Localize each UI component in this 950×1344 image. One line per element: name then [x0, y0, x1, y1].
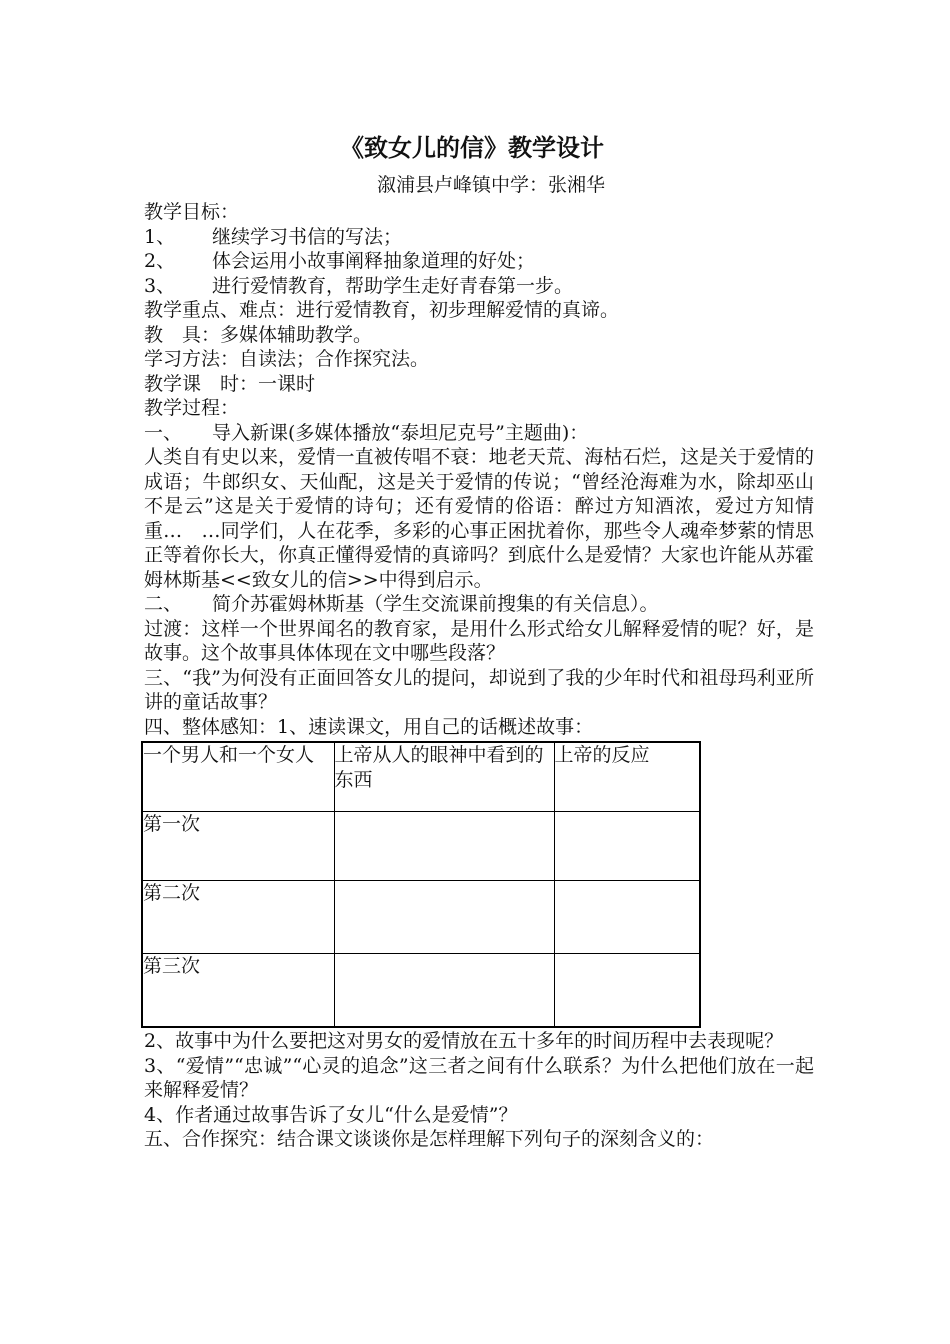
section-number: 二、	[144, 593, 183, 615]
table-cell	[554, 812, 700, 881]
story-table-wrapper	[141, 741, 699, 1028]
table-cell	[334, 881, 554, 954]
table-cell: 第三次	[142, 954, 334, 1028]
section-text: 导入新课(多媒体播放“泰坦尼克号”主题曲)：	[212, 421, 589, 444]
learning-methods: 学习方法：自读法；合作探究法。	[144, 348, 430, 370]
section-five: 五、合作探究：结合课文谈谈你是怎样理解下列句子的深刻含义的：	[144, 1128, 715, 1150]
objective-number: 1、	[144, 225, 176, 248]
key-points: 教学重点、难点：进行爱情教育，初步理解爱情的真谛。	[144, 299, 620, 321]
table-header-cell: 上帝从人的眼神中看到的东西	[334, 742, 554, 812]
table-row	[142, 954, 700, 1028]
objective-item	[144, 249, 814, 274]
table-cell	[554, 881, 700, 954]
objective-text: 继续学习书信的写法；	[212, 225, 403, 248]
table-row	[142, 881, 700, 954]
table-cell: 第二次	[142, 881, 334, 954]
document-title: 《致女儿的信》教学设计	[340, 134, 604, 162]
objective-number: 2、	[144, 250, 176, 272]
question-item: 2、故事中为什么要把这对男女的爱情放在五十多年的时间历程中去表现呢？	[144, 1030, 784, 1052]
table-header-row	[142, 742, 700, 812]
table-cell	[334, 812, 554, 881]
table-row	[142, 812, 700, 881]
section-one-heading	[144, 421, 814, 446]
story-summary-table	[141, 741, 701, 1028]
objective-text: 进行爱情教育，帮助学生走好青春第一步。	[212, 274, 574, 297]
teaching-tools: 教 具：多媒体辅助教学。	[144, 323, 373, 346]
section-four: 四、整体感知：1、速读课文，用自己的话概述故事：	[144, 715, 594, 738]
table-header-cell: 一个男人和一个女人	[142, 742, 334, 812]
table-cell	[334, 954, 554, 1028]
section-number: 一、	[144, 421, 183, 444]
section-two-heading	[144, 592, 814, 617]
objective-item	[144, 274, 814, 299]
section-three: 三、“我”为何没有正面回答女儿的提问，却说到了我的少年时代和祖母玛利亚所讲的童话故事？	[144, 666, 814, 713]
author-line: 溆浦县卢峰镇中学：张湘华	[376, 174, 605, 196]
document-page	[144, 128, 814, 1152]
table-cell: 第一次	[142, 812, 334, 881]
objective-number: 3、	[144, 274, 176, 297]
objective-text: 体会运用小故事阐释抽象道理的好处；	[212, 250, 536, 272]
process-heading: 教学过程：	[144, 397, 240, 419]
table-cell	[554, 954, 700, 1028]
section-one-body: 人类自有史以来，爱情一直被传唱不衰：地老天荒、海枯石烂，这是关于爱情的成语；牛郎织女、天仙配，这是关于爱情的传说；“曾经沧海难为水，除却巫山不是云”这是关于爱情的诗句；还有爱情的俗语：醉过方知酒浓，爱过方知情重… …同学们，人在花季，多彩的心事正困扰着你，那些令人魂牵梦萦的情思正等着你长大，你真正懂得爱情的真谛吗？到底什么是爱情？大家也许能从苏霍姆林斯基<<致女儿的信>>中得到启示。	[144, 446, 814, 591]
class-hours: 教学课 时：一课时	[144, 372, 316, 395]
table-header-cell: 上帝的反应	[554, 742, 700, 812]
section-two-transition: 过渡：这样一个世界闻名的教育家，是用什么形式给女儿解释爱情的呢？好，是故事。这个故事具体体现在文中哪些段落？	[144, 617, 814, 664]
question-item: 4、作者通过故事告诉了女儿“什么是爱情”？	[144, 1103, 518, 1126]
objectives-heading: 教学目标：	[144, 201, 240, 223]
objective-item	[144, 225, 814, 250]
question-item: 3、“爱情”“忠诚”“心灵的追念”这三者之间有什么联系？为什么把他们放在一起来解释爱情？	[144, 1054, 814, 1101]
section-text: 简介苏霍姆林斯基（学生交流课前搜集的有关信息）。	[212, 593, 659, 615]
